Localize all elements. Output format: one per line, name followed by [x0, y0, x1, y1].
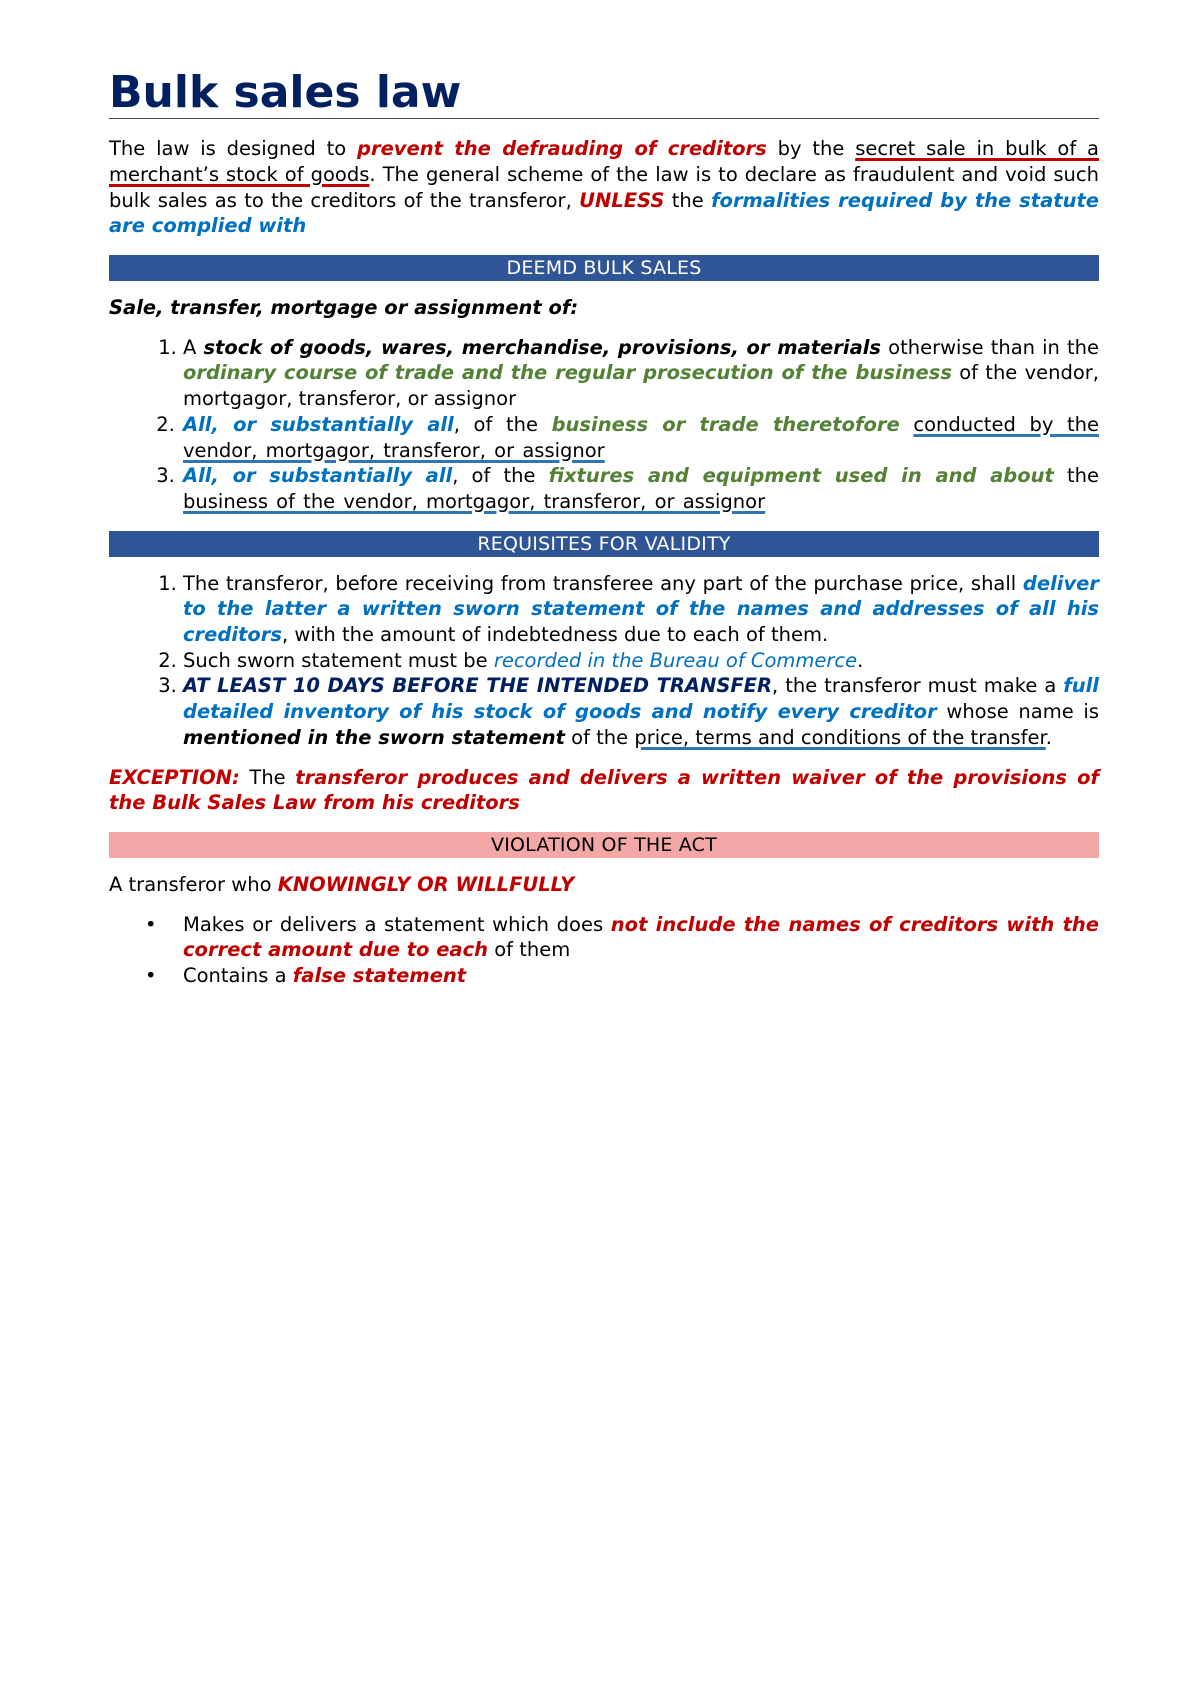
item-text: Such sworn statement must be	[183, 648, 494, 672]
exception-label: EXCEPTION:	[109, 765, 240, 789]
item-text: the	[1053, 464, 1100, 488]
list-item	[183, 648, 1099, 674]
violation-lead-text: A transferor who	[109, 872, 278, 896]
item-emphasis-red: false statement	[292, 964, 467, 988]
item-emphasis-blue: All, or substantially all	[183, 412, 454, 436]
item-text: , of the	[452, 464, 549, 488]
item-text: whose name is	[936, 700, 1099, 724]
exception-emphasis: transferor produces and delivers a written waiver of the provisions of the Bulk Sales Law from his creditors	[109, 765, 1099, 815]
requisites-list	[109, 571, 1099, 751]
item-text: of the	[564, 725, 635, 749]
deemed-list	[109, 335, 1099, 515]
exception-paragraph	[109, 765, 1099, 816]
item-text: of the vendor, mortgagor, transferor, or assignor	[183, 361, 1100, 411]
page-title: Bulk sales law	[109, 70, 1099, 119]
section-header-deemed-bulk-sales: DEEMD BULK SALES	[109, 255, 1099, 281]
item-emphasis: stock of goods, wares, merchandise, provisions, or materials	[203, 335, 882, 359]
item-emphasis-red: not include the names of creditors with the correct amount due to each	[183, 912, 1099, 962]
item-emphasis-green: ordinary course of trade and the regular prosecution of the business	[183, 361, 952, 385]
item-text: otherwise than in the	[881, 335, 1100, 359]
bullet-icon: •	[145, 964, 157, 988]
item-emphasis-blue: deliver to the latter a written sworn statement of the names and addresses of all his creditors	[183, 571, 1099, 647]
item-text: , with the amount of indebtedness due to each of them.	[282, 623, 829, 647]
intro-paragraph	[109, 136, 1099, 239]
item-emphasis-blue: full detailed inventory of his stock of goods and notify every creditor	[183, 674, 1099, 724]
bullet-icon: •	[145, 912, 157, 936]
list-item	[183, 571, 1099, 648]
item-text	[900, 413, 914, 436]
intro-unless: UNLESS	[579, 188, 665, 212]
item-text: .	[857, 648, 864, 672]
item-text: of them	[488, 938, 571, 962]
violation-lead-emphasis: KNOWINGLY OR WILLFULLY	[277, 872, 575, 896]
item-underlined: business of the vendor, mortgagor, transferor, or assignor	[183, 489, 766, 513]
item-text: The transferor, before receiving from transferee any part of the purchase price, shall	[183, 571, 1023, 595]
list-item	[183, 412, 1099, 463]
item-text: , the transferor must make a	[772, 674, 1064, 698]
deemed-lead: Sale, transfer, mortgage or assignment of:	[109, 296, 579, 319]
intro-emphasis-blue: formalities required by the statute are complied with	[109, 188, 1099, 238]
list-item	[183, 335, 1099, 412]
item-emphasis-navy: AT LEAST 10 DAYS BEFORE THE INTENDED TRANSFER	[183, 674, 773, 698]
section-header-requisites: REQUISITES FOR VALIDITY	[109, 531, 1099, 557]
intro-text: by the	[766, 137, 856, 161]
item-emphasis: mentioned in the sworn statement	[183, 725, 565, 749]
intro-text: the	[664, 188, 712, 212]
section-header-violation: VIOLATION OF THE ACT	[109, 832, 1099, 858]
item-text: , of the	[453, 412, 552, 436]
item-underlined: conducted by the vendor, mortgagor, transferor, or assignor	[183, 412, 1100, 462]
intro-underlined: secret sale in bulk of a merchant’s stock of goods	[109, 137, 1099, 186]
list-item	[183, 673, 1099, 750]
item-emphasis-blue: recorded in the Bureau of Commerce	[493, 648, 858, 672]
intro-emphasis-red: prevent the defrauding of creditors	[357, 137, 767, 161]
item-emphasis-green: fixtures and equipment used in and about	[548, 464, 1054, 488]
item-underlined: price, terms and conditions of the transfer	[634, 725, 1046, 749]
item-text: Contains a	[183, 964, 293, 988]
intro-text: The law is designed to	[109, 137, 357, 161]
list-item	[183, 463, 1099, 514]
item-emphasis-green: business or trade theretofore	[551, 412, 900, 436]
document-page	[109, 67, 1100, 989]
list-item	[145, 963, 1099, 989]
list-item	[145, 912, 1099, 963]
violation-lead	[109, 872, 1099, 898]
violation-list	[109, 912, 1099, 989]
item-emphasis-blue: All, or substantially all	[183, 464, 453, 488]
item-text: Makes or delivers a statement which does	[183, 912, 611, 936]
item-text: .	[1045, 725, 1052, 749]
intro-text: . The general scheme of the law is to declare as fraudulent and void such bulk sales as to the creditors of the transferor,	[109, 162, 1100, 212]
exception-text: The	[239, 765, 296, 789]
item-text: A	[183, 335, 204, 359]
